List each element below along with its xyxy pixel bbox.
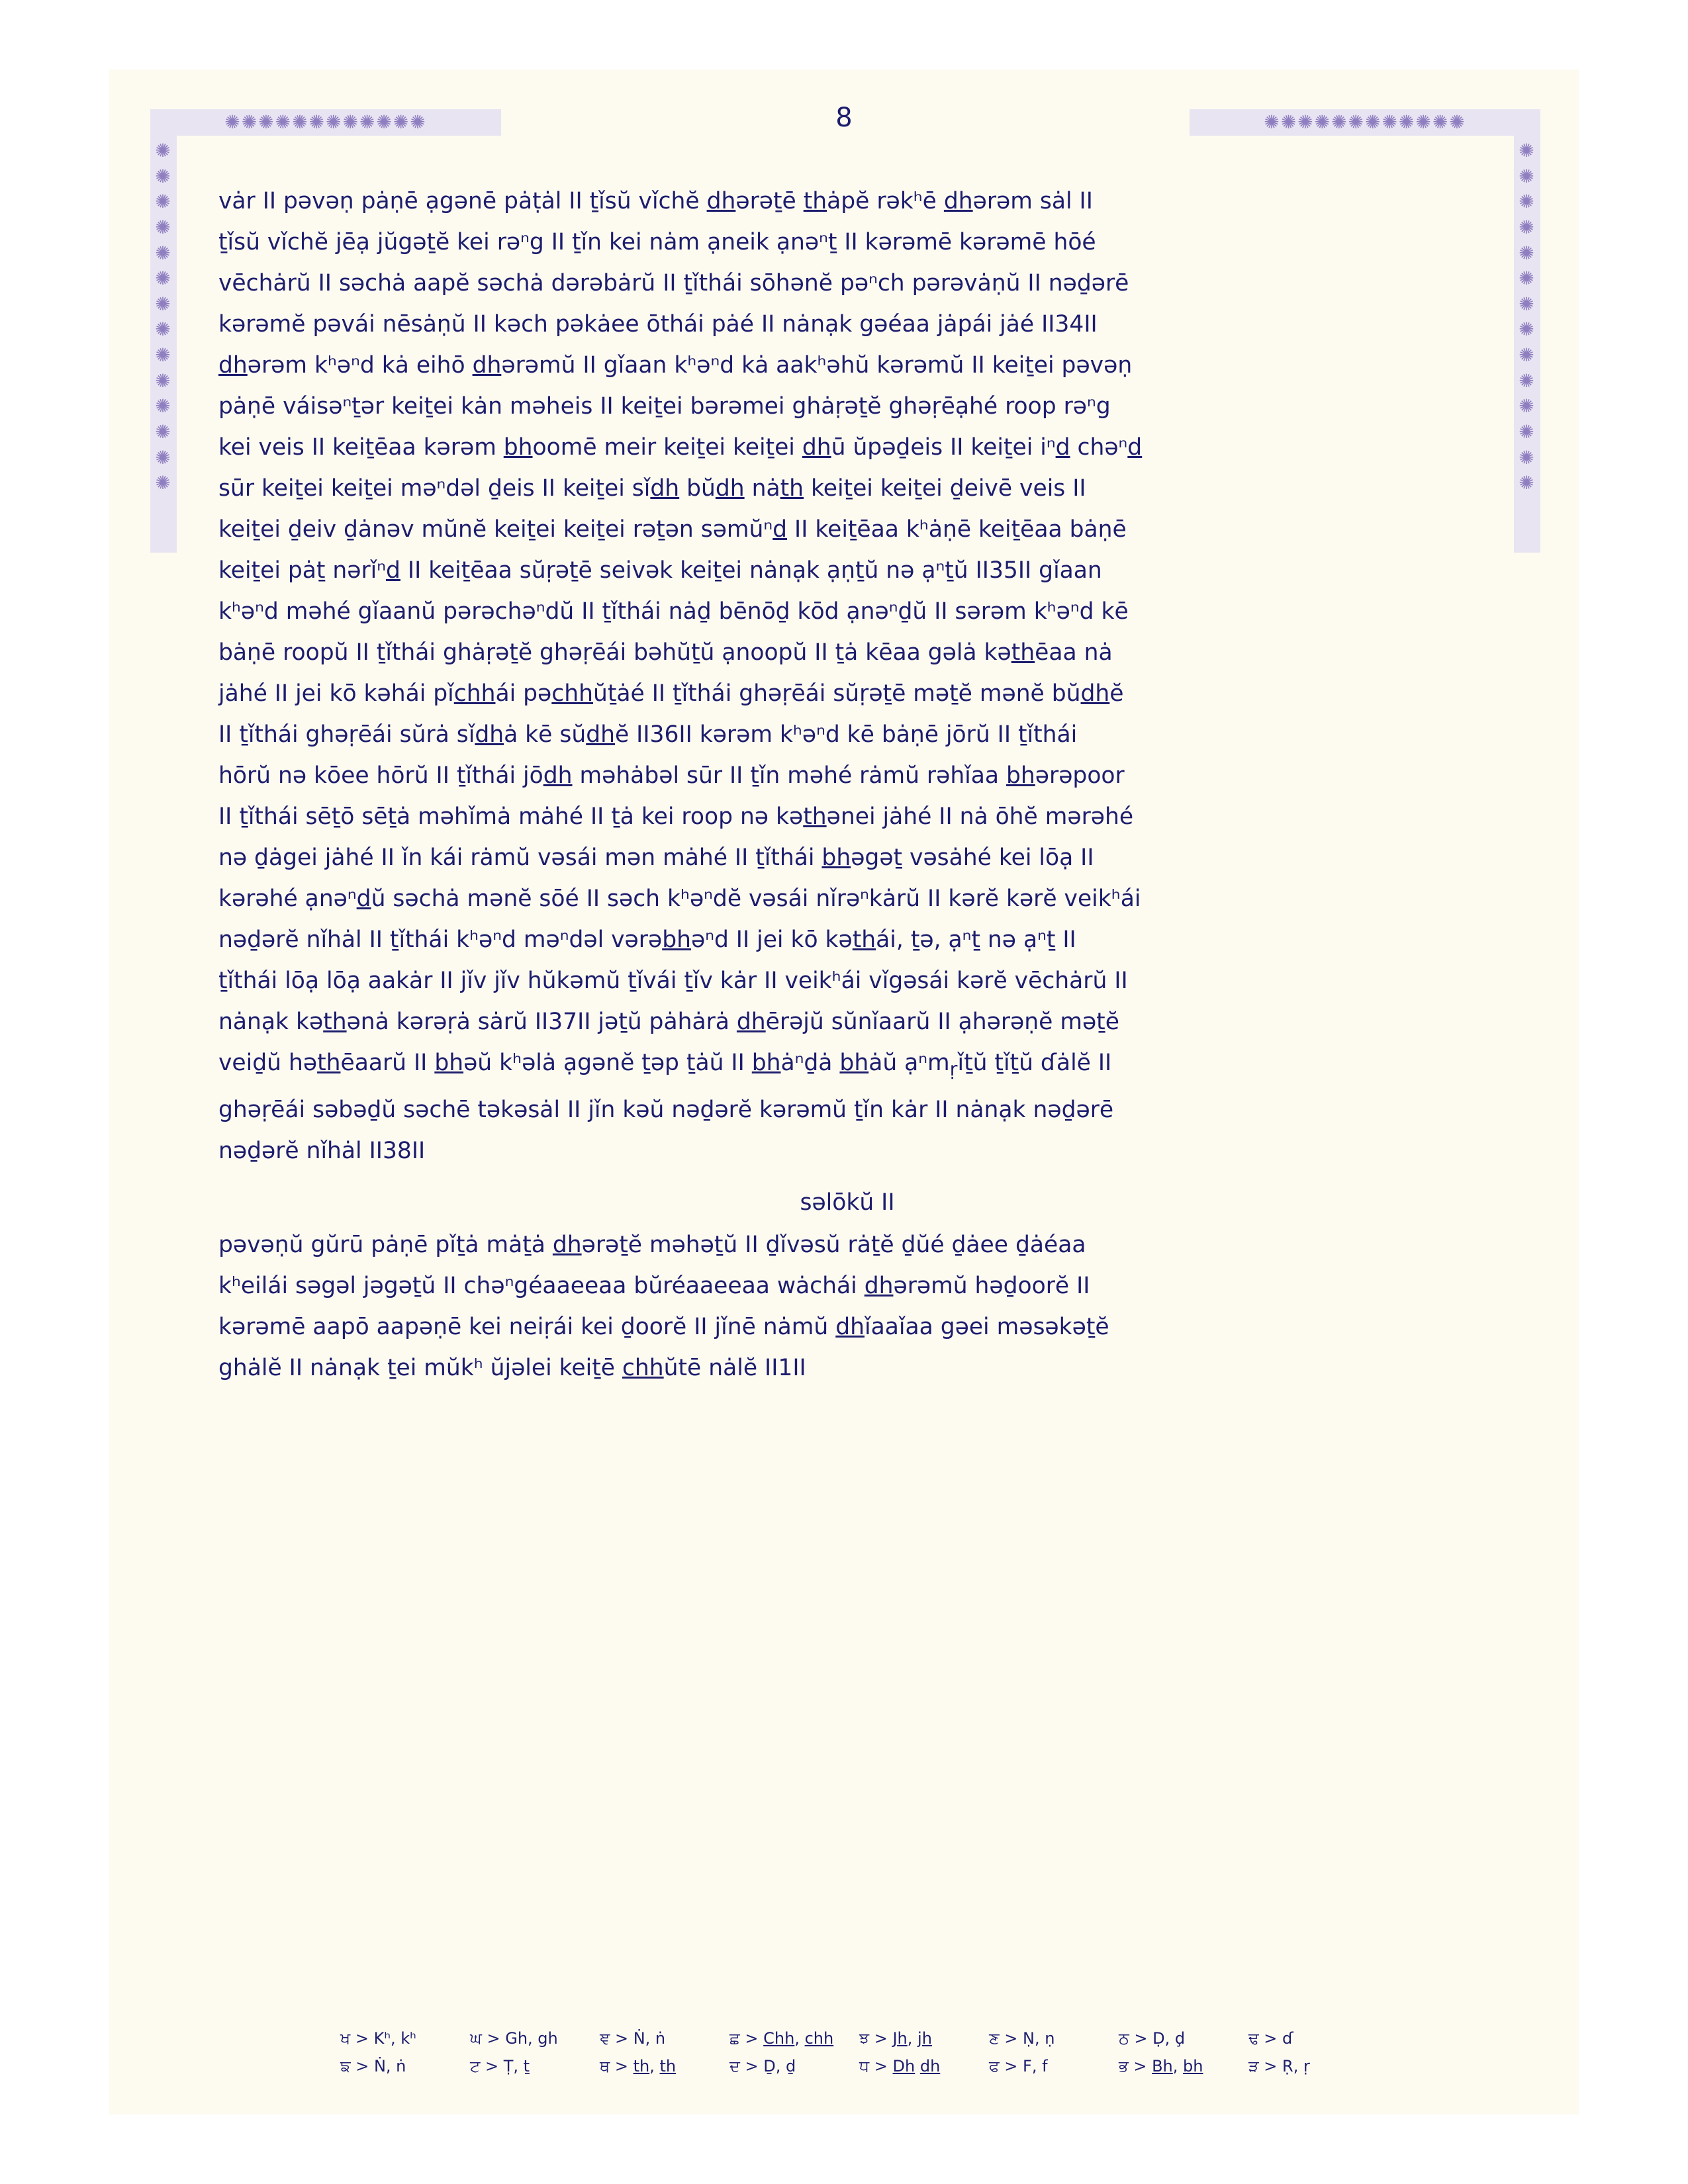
legend-cell: ਠ > Ḍ, ḑ	[1119, 2029, 1186, 2048]
legend-cell: ਞ > Ṅ, ṅ	[600, 2029, 666, 2048]
text-line: ghȧlĕ II nȧnạk ṯei mŭkʰ ŭjəlei keiṯē chhŭtē nȧlĕ II1II	[218, 1354, 806, 1381]
transliteration-legend	[109, 2025, 1579, 2080]
text-line: pȧṇē váisəⁿṯər keiṯei kȧn məheis II keiṯei bərəmei ghȧṛəṯĕ ghəṛēạhé roop rəⁿg	[218, 393, 1111, 420]
text-line: kei veis II keiṯēaa kərəm bhoomē meir keiṯei keiṯei dhū ŭpəḏeis II keiṯei iⁿd chəⁿd	[218, 434, 1143, 461]
legend-cell: ਙ > Ṅ, ṅ	[340, 2057, 406, 2075]
text-line: ṯǐthái lōạ lōạ aakȧr II jǐv jǐv hŭkəmŭ ṯǐvái ṯǐv kȧr II veikʰái vǐgəsái kərĕ vēchȧrŭ II	[218, 968, 1128, 994]
legend-row-2	[109, 2052, 1579, 2080]
text-line: jȧhé II jei kō kəhái pǐchhái pəchhŭṯȧé II ṯǐthái ghəṛēái sŭṛəṯē məṯĕ mənĕ bŭdhĕ	[218, 680, 1124, 707]
section-heading: səlōkŭ II	[800, 1189, 895, 1216]
text-line: II ṯǐthái ghəṛēái sŭrȧ sǐdhȧ kē sŭdhĕ II36II kərəm kʰəⁿd kē bȧṇē jōrŭ II ṯǐthái	[218, 721, 1078, 748]
legend-cell: ਝ > Jh, jh	[859, 2029, 932, 2048]
body-text	[218, 181, 1476, 1388]
text-line: kʰeilái səgəl jəgəṯŭ II chəⁿgéaaeeaa bŭréaaeeaa wȧchái dhərəmŭ həḏoorĕ II	[218, 1272, 1090, 1299]
text-line: keiṯei pȧṯ nərǐⁿd II keiṯēaa sŭṛəṯē seivək keiṯei nȧnạk ạṇṯŭ nə ạⁿṯŭ II35II gǐaan	[218, 557, 1102, 584]
text-line: hōrŭ nə kōee hōrŭ II ṯǐthái jōdh məhȧbəl sūr II ṯǐn məhé rȧmŭ rəhǐaa bhərəpoor	[218, 762, 1125, 789]
legend-cell: ੜ > Ṛ, ṛ	[1248, 2057, 1310, 2075]
text-line: nȧnạk kəthənȧ kərəṛȧ sȧrŭ II37II jəṯŭ pȧhȧrȧ dhērəjŭ sŭnǐaarŭ II ạhərəṇĕ məṯĕ	[218, 1009, 1119, 1035]
text-line: kərəmĕ pəvái nēsȧṇŭ II kəch pəkȧee ōthái pȧé II nȧnạk gəéaa jȧpái jȧé II34II	[218, 311, 1098, 338]
decorative-border-top-right: ✺✺✺✺✺✺✺✺✺✺✺✺	[1190, 109, 1540, 136]
text-line: kərəhé ạnəⁿdŭ səchȧ mənĕ sōé II səch kʰəⁿdĕ vəsái nǐrəⁿkȧrŭ II kərĕ kərĕ veikʰái	[218, 886, 1141, 912]
text-line: dhərəm kʰəⁿd kȧ eihō dhərəmŭ II gǐaan kʰəⁿd kȧ aakʰəhŭ kərəmŭ II keiṯei pəvəṇ	[218, 352, 1133, 379]
legend-cell: ਘ > Gh, gh	[470, 2029, 558, 2048]
text-line: sūr keiṯei keiṯei məⁿdəl ḏeis II keiṯei sǐdh bŭdh nȧth keiṯei keiṯei ḏeivē veis II	[218, 475, 1086, 502]
decorative-border-right: ✺✺✺✺✺✺✺✺✺✺✺✺✺✺	[1514, 136, 1540, 553]
text-line: II ṯǐthái sēṯō sēṯȧ məhǐmȧ mȧhé II ṯȧ kei roop nə kəthənei jȧhé II nȧ ōhĕ mərəhé	[218, 803, 1134, 830]
text-line: ṯǐsŭ vǐchĕ jēạ jŭgəṯĕ kei rəⁿg II ṯǐn kei nȧm ạneik ạnəⁿṯ II kərəmē kərəmē hōé	[218, 229, 1096, 255]
decorative-border-left: ✺✺✺✺✺✺✺✺✺✺✺✺✺✺	[150, 136, 177, 553]
legend-cell: ਟ > Ṭ, ṯ	[470, 2057, 530, 2075]
page-number: 8	[835, 103, 853, 133]
legend-cell: ਣ > Ṇ, ṇ	[989, 2029, 1055, 2048]
text-line: pəvəṇŭ gŭrū pȧṇē pǐṯȧ mȧṯȧ dhərəṯĕ məhəṯŭ II ḏǐvəsŭ rȧṯĕ ḏŭé ḏȧee ḏȧéaa	[218, 1231, 1086, 1258]
decorative-border-top-left: ✺✺✺✺✺✺✺✺✺✺✺✺	[150, 109, 501, 136]
text-line: keiṯei ḏeiv ḏȧnəv mŭnĕ keiṯei keiṯei rəṯən səmŭⁿd II keiṯēaa kʰȧṇē keiṯēaa bȧṇē	[218, 516, 1127, 543]
legend-cell: ਛ > Chh, chh	[729, 2029, 834, 2048]
legend-cell: ਖ > Kʰ, kʰ	[340, 2029, 416, 2048]
text-line: nə ḏȧgei jȧhé II ǐn kái rȧmŭ vəsái mən mȧhé II ṯǐthái bhəgəṯ vəsȧhé kei lōạ II	[218, 844, 1094, 871]
text-line: nəḏərĕ nǐhȧl II38II	[218, 1137, 426, 1164]
legend-row-1	[109, 2025, 1579, 2052]
text-line: vȧr II pəvəṇ pȧṇē ạgənē pȧṭȧl II ṯǐsŭ vǐchĕ dhərəṯē thȧpĕ rəkʰē dhərəm sȧl II	[218, 188, 1093, 214]
text-line: veiḏŭ həthēaarŭ II bhəŭ kʰəlȧ ạgənĕ ṯəp ṯȧŭ II bhȧⁿḏȧ bhȧŭ ạⁿm$_ṛ$ǐṯŭ ṯǐṯŭ ɗȧlĕ II	[218, 1050, 1112, 1080]
text-line: bȧṇē roopŭ II ṯǐthái ghȧṛəṯĕ ghəṛēái bəhŭṯŭ ạnoopŭ II ṯȧ kēaa gəlȧ kəthēaa nȧ	[218, 639, 1113, 666]
text-line: vēchȧrŭ II səchȧ aapĕ səchȧ dərəbȧrŭ II ṯǐthái sōhənĕ pəⁿch pərəvȧṇŭ II nəḏərē	[218, 270, 1129, 296]
text-line: kʰəⁿd məhé gǐaanŭ pərəchəⁿdŭ II ṯǐthái nȧḏ bēnōḏ kōd ạnəⁿḏŭ II sərəm kʰəⁿd kē	[218, 598, 1129, 625]
document-page	[109, 69, 1579, 2115]
legend-cell: ਫ > F, f	[989, 2057, 1048, 2075]
legend-cell: ਥ > th, th	[600, 2057, 677, 2075]
text-line: nəḏərĕ nǐhȧl II ṯǐthái kʰəⁿd məⁿdəl vərəbhəⁿd II jei kō kəthái, ṯə, ạⁿṯ nə ạⁿṯ II	[218, 927, 1076, 953]
legend-cell: ਧ > Dh dh	[859, 2057, 941, 2075]
legend-cell: ਦ > Ḏ, ḏ	[729, 2057, 796, 2075]
text-line: kərəmē aapō aapəṇē kei neiṛái kei ḏoorĕ II jǐnē nȧmŭ dhǐaaǐaa gəei məsəkəṯĕ	[218, 1313, 1109, 1340]
legend-cell: ਭ > Bh, bh	[1119, 2057, 1203, 2075]
legend-cell: ਢ > ɗ	[1248, 2029, 1293, 2048]
text-line: ghəṛēái səbəḏŭ səchē təkəsȧl II jǐn kəŭ nəḏərĕ kərəmŭ ṯǐn kȧr II nȧnạk nəḏərē	[218, 1096, 1114, 1123]
